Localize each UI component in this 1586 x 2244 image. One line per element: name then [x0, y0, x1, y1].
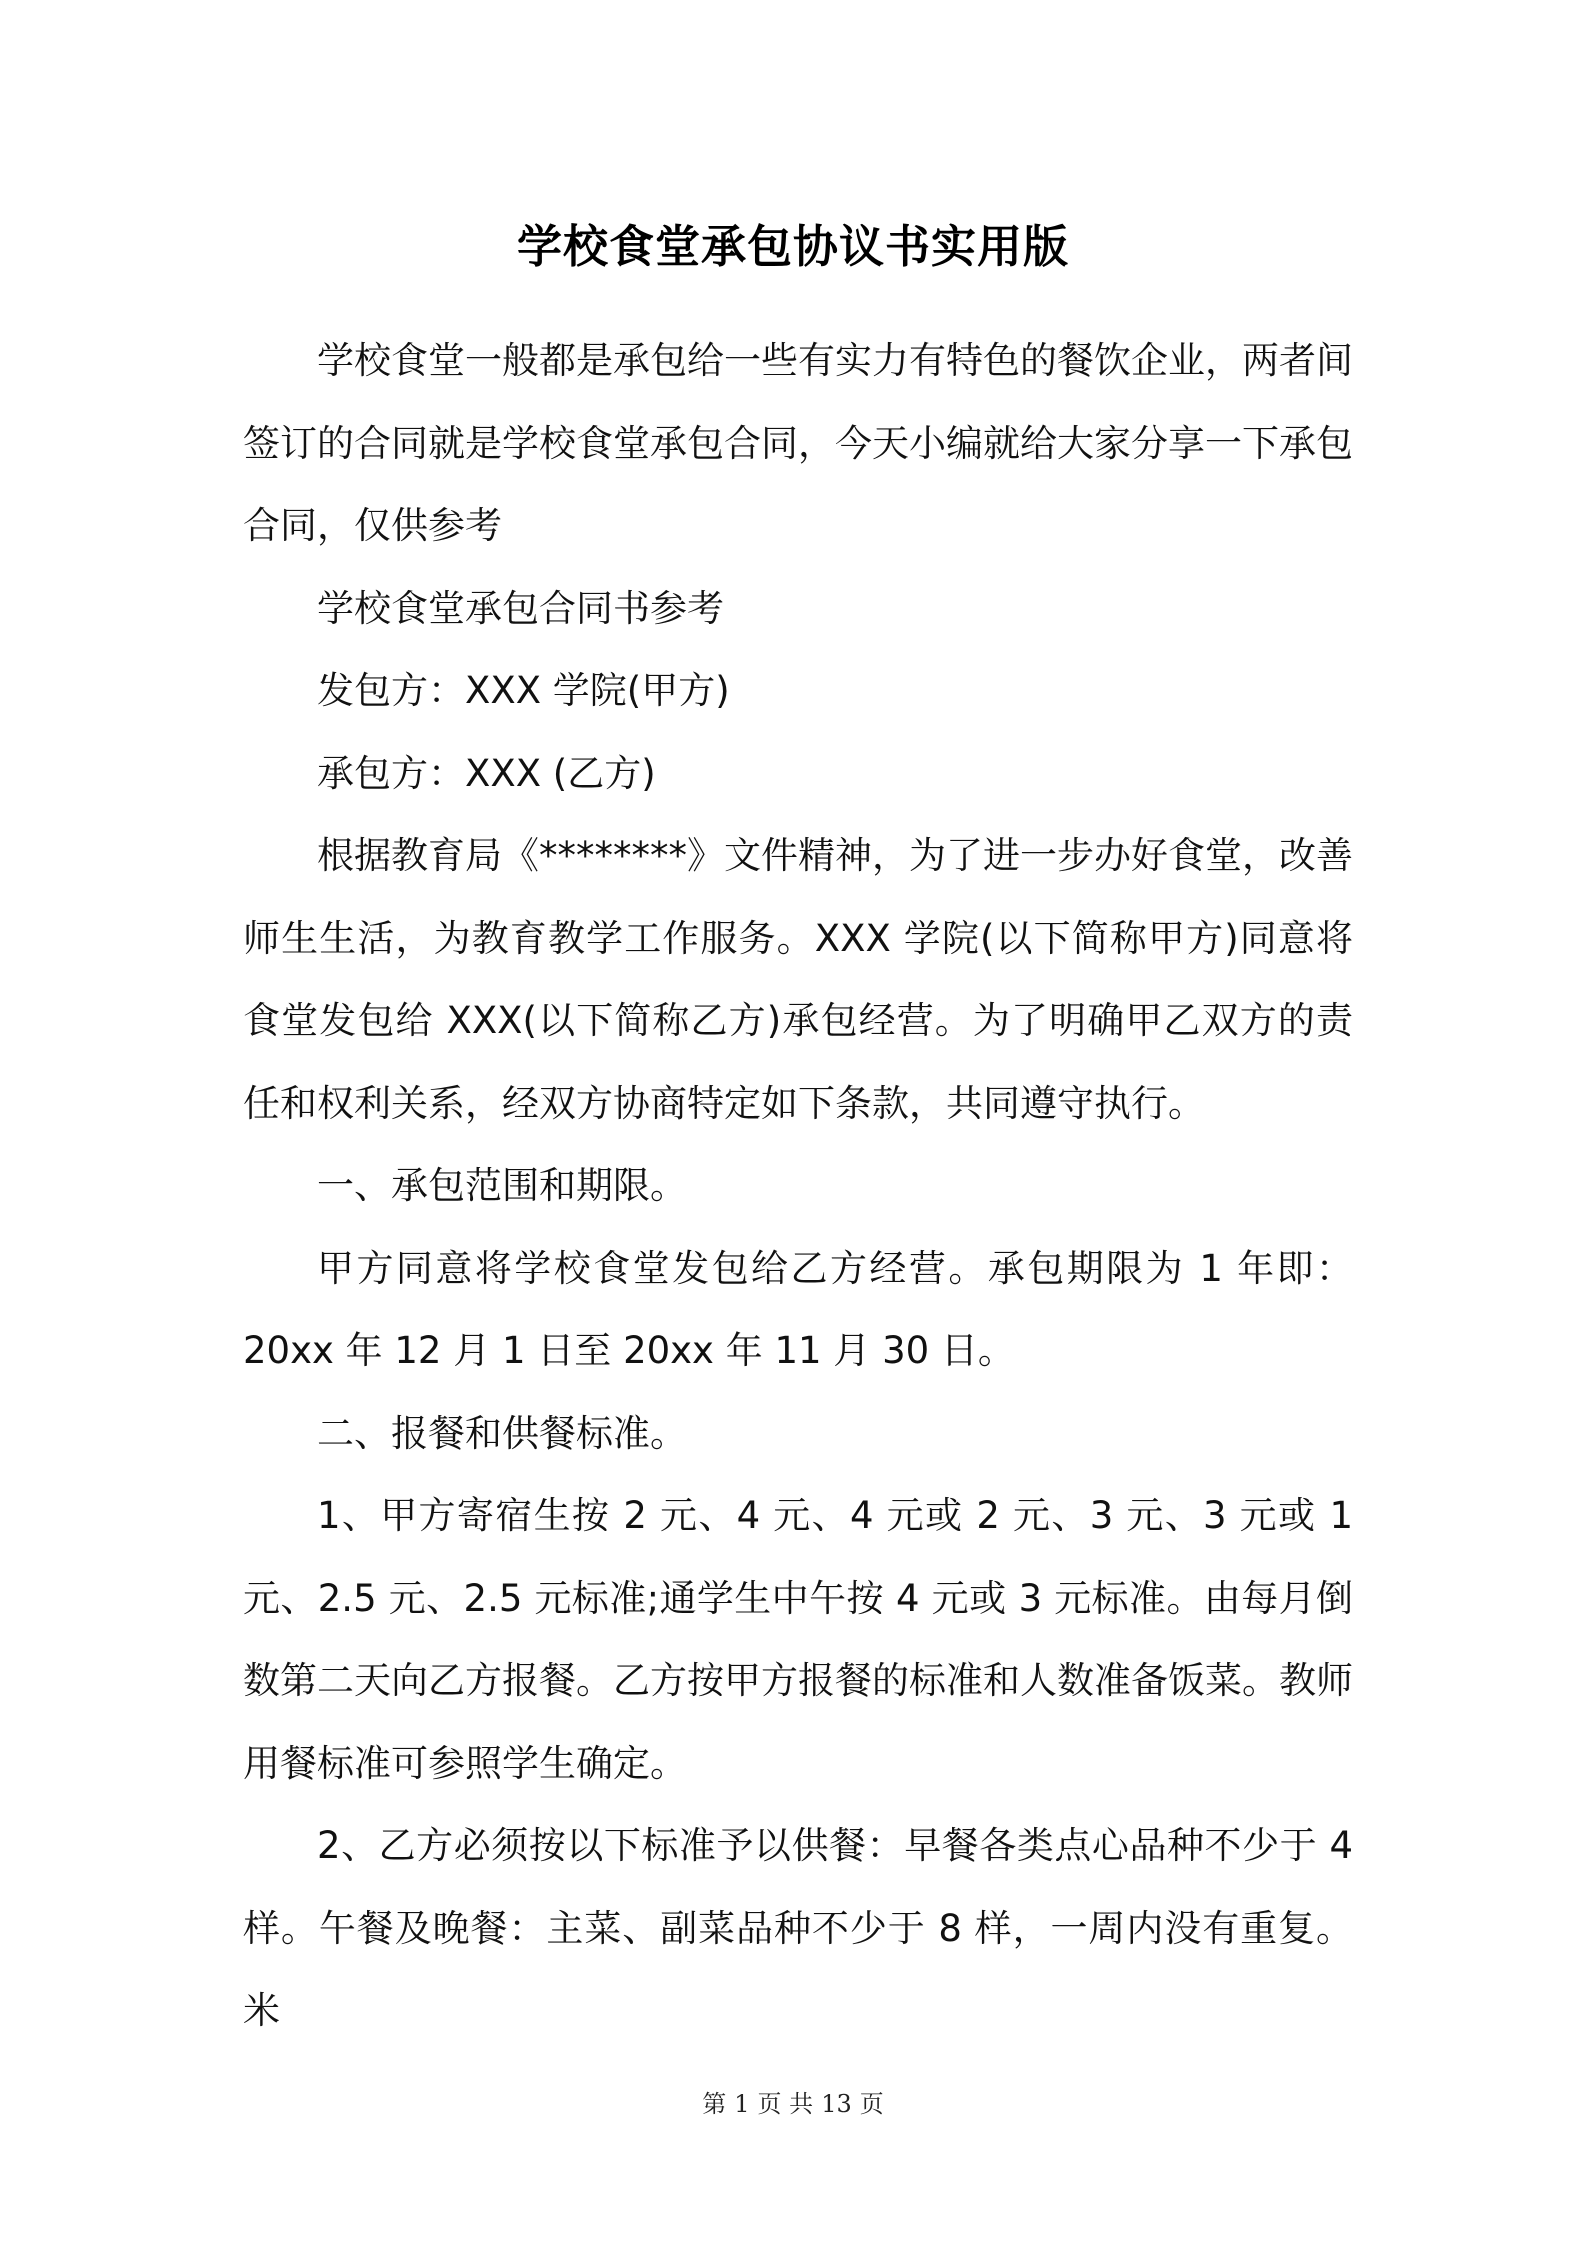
footer-prefix: 第 [702, 2090, 727, 2118]
footer-total-pages: 13 [821, 2090, 852, 2118]
section-2-heading: 二、报餐和供餐标准。 [317, 1411, 687, 1455]
intro-paragraph: 学校食堂一般都是承包给一些有实力有特色的餐饮企业，两者间签订的合同就是学校食堂承包合同，今天小编就给大家分享一下承包合同，仅供参考 [243, 339, 1353, 547]
party-b-line: 承包方：XXX (乙方) [317, 751, 656, 795]
page-footer [0, 2086, 1586, 2122]
section-1-paragraph: 甲方同意将学校食堂发包给乙方经营。承包期限为 1 年即：20xx 年 12 月 1 日至 20xx 年 11 月 30 日。 [243, 1246, 1353, 1372]
document-body [243, 320, 1353, 2053]
preamble-paragraph: 根据教育局《********》文件精神，为了进一步办好食堂，改善师生生活，为教育教学工作服务。XXX 学院(以下简称甲方)同意将食堂发包给 XXX(以下简称乙方)承包经营。为了明确甲乙双方的责任和权利关系，经双方协商特定如下条款，共同遵守执行。 [243, 834, 1353, 1125]
clause-2-2-paragraph: 2、乙方必须按以下标准予以供餐：早餐各类点心品种不少于 4 样。午餐及晚餐：主菜、副菜品种不少于 8 样，一周内没有重复。米 [243, 1824, 1353, 2032]
contract-heading: 学校食堂承包合同书参考 [317, 586, 724, 630]
clause-2-1-paragraph: 1、甲方寄宿生按 2 元、4 元、4 元或 2 元、3 元、3 元或 1 元、2.5 元、2.5 元标准;通学生中午按 4 元或 3 元标准。由每月倒数第二天向乙方报餐。乙方按甲方报餐的标准和人数准备饭菜。教师用餐标准可参照学生确定。 [243, 1494, 1353, 1785]
footer-current-page: 1 [734, 2090, 750, 2118]
party-a-line: 发包方：XXX 学院(甲方) [317, 669, 730, 712]
document-title: 学校食堂承包协议书实用版 [516, 220, 1069, 273]
footer-middle: 页 共 [757, 2090, 814, 2118]
footer-suffix: 页 [859, 2090, 884, 2118]
section-1-heading: 一、承包范围和期限。 [317, 1164, 687, 1207]
